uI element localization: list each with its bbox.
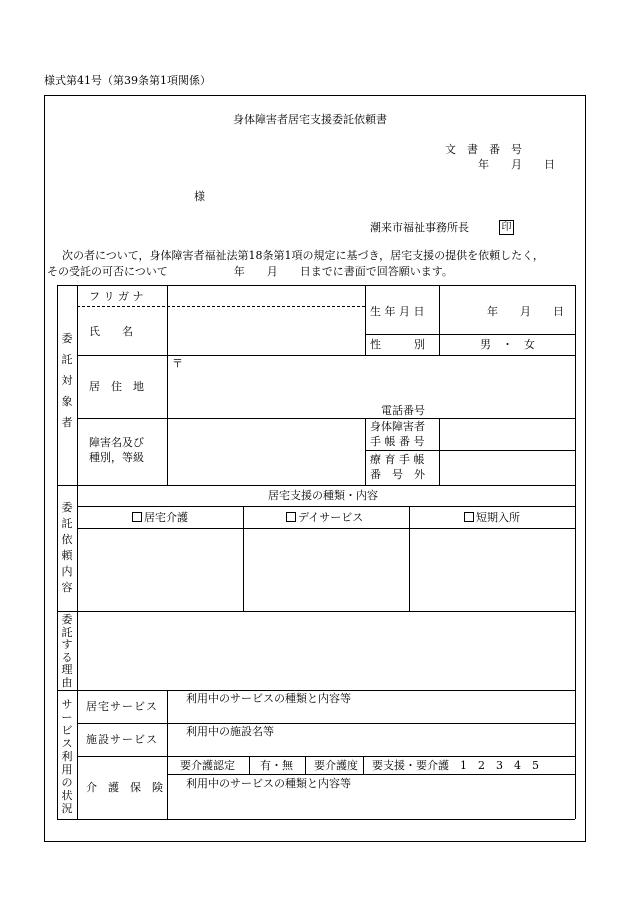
checkbox-icon[interactable]: [132, 512, 142, 522]
home-service-label: 居宅サービス: [86, 700, 158, 713]
address-label: 居 住 地: [89, 380, 144, 393]
insurance-note: 利用中のサービスの種類と内容等: [186, 777, 351, 790]
option-day-service[interactable]: デイサービス: [286, 512, 363, 523]
birth-date-label: 生 年 月 日: [370, 305, 425, 318]
handbook-label-2: 手 帳 番 号: [370, 435, 425, 448]
section-header-reason: 委託する理由: [61, 613, 73, 689]
issuer-name: 潮来市福祉事務所長: [370, 221, 469, 234]
facility-service-label: 施設サービス: [86, 733, 158, 746]
care-cert-label: 要介護認定: [180, 759, 235, 772]
section-header-usage: サービス利用の状況: [61, 698, 73, 815]
option-short-stay[interactable]: 短期入所: [464, 512, 520, 523]
disability-label-1: 障害名及び: [89, 436, 144, 449]
name-label: 氏 名: [89, 325, 133, 338]
checkbox-icon[interactable]: [464, 512, 474, 522]
request-line-2: その受託の可否について 年 月 日までに書面で回答願います。: [47, 265, 453, 278]
sex-label: 性 別: [370, 338, 425, 351]
sex-value: 男 ・ 女: [480, 338, 535, 351]
furigana-label: フ リ ガ ナ: [89, 290, 144, 303]
form-frame: [44, 95, 586, 842]
care-level-value: 要支援・要介護 1 2 3 4 5: [372, 759, 539, 772]
section-header-subject: 委託対象者: [61, 332, 73, 429]
phone-label: 電話番号: [381, 404, 425, 417]
postal-mark: 〒: [172, 357, 183, 370]
care-cert-value: 有・無: [260, 759, 293, 772]
ryoiku-label-1: 療 育 手 帳: [370, 453, 425, 466]
handbook-label-1: 身体障害者: [370, 420, 425, 433]
section-header-request: 委託依頼内容: [61, 501, 73, 594]
care-level-label: 要介護度: [314, 759, 358, 772]
home-service-note: 利用中のサービスの種類と内容等: [186, 692, 351, 705]
support-type-subheader: 居宅支援の種類・内容: [268, 489, 378, 502]
birth-date-value: 年 月 日: [487, 305, 564, 318]
request-line-1: 次の者について，身体障害者福祉法第18条第1項の規定に基づき，居宅支援の提供を依頼したく，: [62, 249, 544, 262]
form-number: 様式第41号（第39条第1項関係）: [44, 74, 211, 87]
disability-label-2: 種別，等級: [89, 451, 144, 464]
checkbox-icon[interactable]: [286, 512, 296, 522]
ryoiku-label-2: 番 号 外: [370, 468, 425, 481]
doc-number-label: 文 書 番 号: [445, 143, 522, 156]
option-home-care[interactable]: 居宅介護: [132, 512, 188, 523]
seal-mark: 印: [499, 220, 514, 235]
date-label: 年 月 日: [478, 158, 555, 171]
addressee-suffix: 様: [194, 190, 205, 203]
facility-service-note: 利用中の施設名等: [186, 725, 274, 738]
insurance-label: 介 護 保 険: [86, 781, 163, 794]
document-title: 身体障害者居宅支援委託依頼書: [233, 113, 387, 126]
